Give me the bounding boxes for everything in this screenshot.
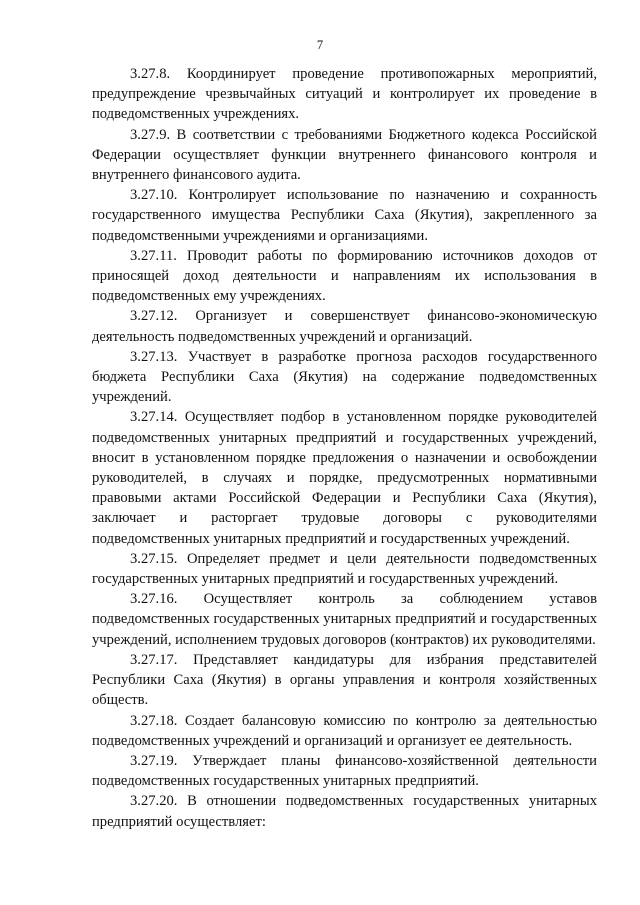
paragraph-3-27-12: 3.27.12. Организует и совершенствует финансово-экономическую деятельность подведомственных учреждений и организаций.	[92, 308, 597, 345]
paragraph-3-27-10: 3.27.10. Контролирует использование по назначению и сохранность государственного имущества Республики Саха (Якутия), закрепленного за подведомственными учреждениями и организациями.	[92, 187, 597, 244]
paragraph-3-27-14: 3.27.14. Осуществляет подбор в установленном порядке руководителей подведомственных унитарных предприятий и государственных учреждений, вносит в установленном порядке предложения о назначении и освобождении руководителей, в случаях и порядке, предусмотренных нормативными правовыми актами Российской Федерации и Республики Саха (Якутия), заключает и расторгает трудовые договоры с руководителями подведомственных унитарных предприятий и государственных учреждений.	[92, 409, 597, 547]
paragraph-3-27-20: 3.27.20. В отношении подведомственных государственных унитарных предприятий осуществляет:	[92, 793, 597, 830]
paragraph-3-27-11: 3.27.11. Проводит работы по формированию источников доходов от приносящей доход деятельности и направлениям их использования в подведомственных ему учреждениях.	[92, 247, 597, 305]
paragraph-3-27-17: 3.27.17. Представляет кандидатуры для избрания представителей Республики Саха (Якутия) в органы управления и контроля хозяйственных обществ.	[92, 651, 597, 709]
paragraph-3-27-15: 3.27.15. Определяет предмет и цели деятельности подведомственных государственных унитарных предприятий и государственных учреждений.	[92, 550, 597, 588]
paragraph-3-27-16: 3.27.16. Осуществляет контроль за соблюдением уставов подведомственных государственных унитарных предприятий и государственных учреждений, исполнением трудовых договоров (контрактов) их руководителями.	[92, 591, 597, 648]
paragraph-3-27-19: 3.27.19. Утверждает планы финансово-хозяйственной деятельности подведомственных государственных унитарных предприятий.	[92, 752, 597, 790]
page-number: 7	[316, 38, 324, 52]
paragraph-3-27-9: 3.27.9. В соответствии с требованиями Бюджетного кодекса Российской Федерации осуществляет функции внутреннего финансового контроля и внутреннего финансового аудита.	[92, 126, 597, 184]
paragraph-3-27-13: 3.27.13. Участвует в разработке прогноза расходов государственного бюджета Республики Саха (Якутия) на содержание подведомственных учреждений.	[92, 348, 597, 406]
paragraph-3-27-8: 3.27.8. Координирует проведение противопожарных мероприятий, предупреждение чрезвычайных ситуаций и контролирует их проведение в подведомственных учреждениях.	[92, 66, 597, 123]
paragraph-3-27-18: 3.27.18. Создает балансовую комиссию по контролю за деятельностью подведомственных учреждений и организаций и организует ее деятельность.	[92, 712, 597, 749]
document-body	[92, 64, 597, 832]
